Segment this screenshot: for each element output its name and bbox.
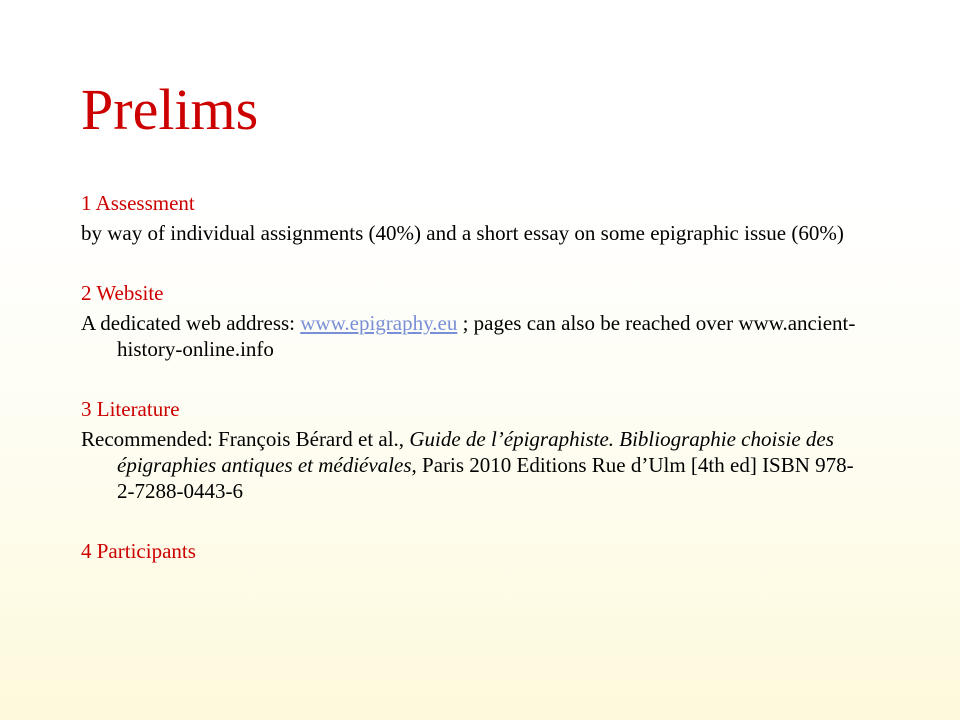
- section-heading-participants: 4 Participants: [81, 539, 196, 563]
- section-heading-website: 2 Website: [81, 281, 164, 305]
- spacer: [81, 362, 861, 396]
- literature-text-prefix: Recommended: François Bérard et al.,: [81, 427, 410, 451]
- literature-text-suffix: , Paris 2010 Editions Rue d’Ulm [4th ed] ISBN 978-2-7288-0443-6: [117, 453, 854, 503]
- literature-book-title: Guide de l’épigraphiste. Bibliographie choisie des épigraphies antiques et médiévales: [117, 427, 834, 477]
- website-text-after-link: ; pages can also be reached over www.ancient-history-online.info: [117, 311, 856, 361]
- website-text: [81, 310, 861, 362]
- section-literature: [81, 396, 861, 504]
- slide-title: Prelims: [81, 77, 259, 142]
- section-heading-literature: 3 Literature: [81, 397, 180, 421]
- section-heading-assessment: 1 Assessment: [81, 191, 195, 215]
- spacer: [81, 246, 861, 280]
- section-website: [81, 280, 861, 362]
- section-assessment: [81, 190, 861, 246]
- section-participants: [81, 538, 861, 564]
- literature-text: [81, 426, 861, 504]
- assessment-text: by way of individual assignments (40%) and a short essay on some epigraphic issue (60%): [81, 221, 844, 245]
- website-link[interactable]: www.epigraphy.eu: [300, 311, 458, 335]
- website-text-before-link: A dedicated web address:: [81, 311, 301, 335]
- spacer: [81, 504, 861, 538]
- slide-body: [81, 190, 861, 564]
